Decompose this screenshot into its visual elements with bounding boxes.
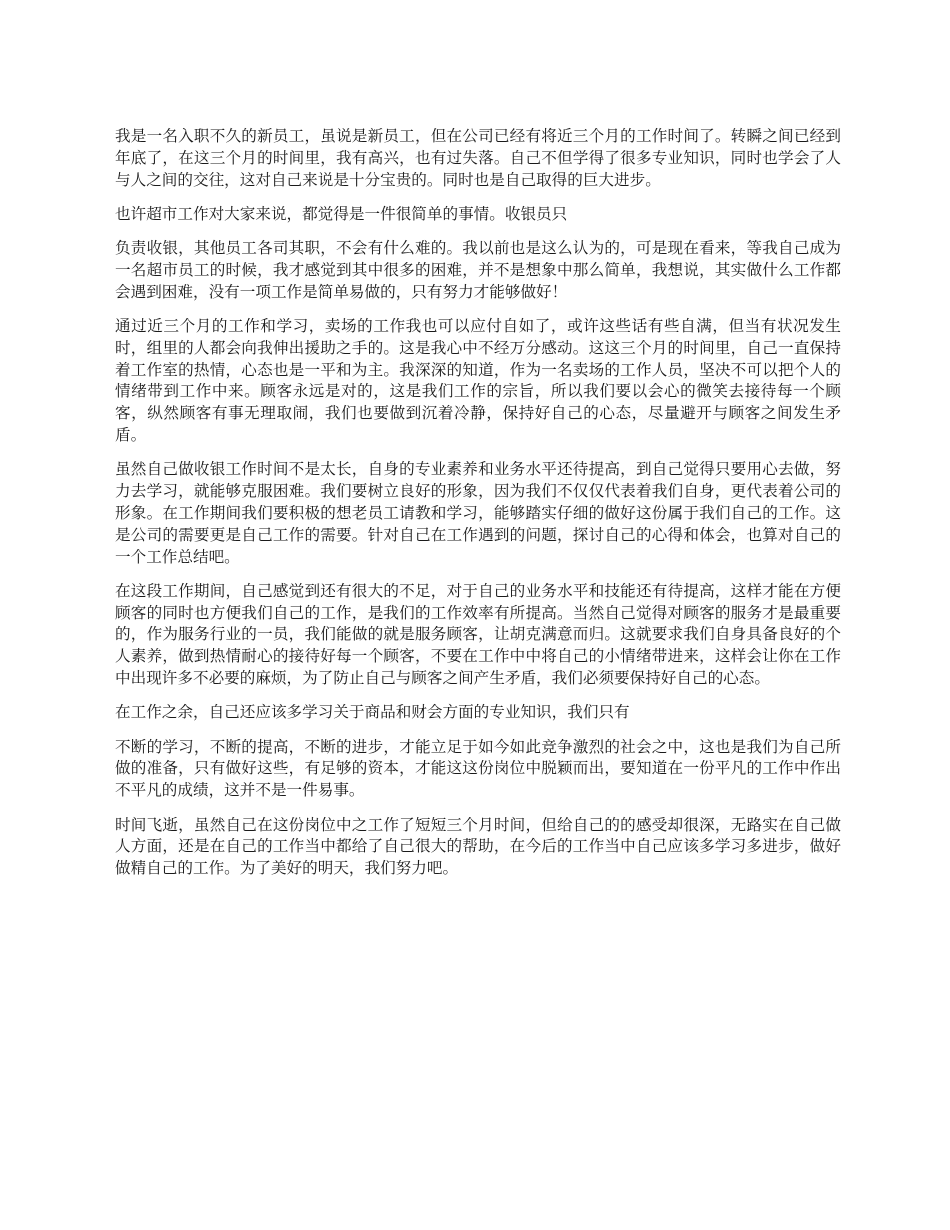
- paragraph-9: 时间飞逝，虽然自己在这份岗位中之工作了短短三个月时间，但给自己的的感受却很深，无路实在自己做人方面，还是在自己的工作当中都给了自己很大的帮助，在今后的工作当中自己应该多学习多进步，做好做精自己的工作。为了美好的明天，我们努力吧。: [115, 815, 841, 878]
- paragraph-5: 虽然自己做收银工作时间不是太长，自身的专业素养和业务水平还待提高，到自己觉得只要用心去做，努力去学习，就能够克服困难。我们要树立良好的形象，因为我们不仅仅代表着我们自身，更代表着公司的形象。在工作期间我们要积极的想老员工请教和学习，能够踏实仔细的做好这份属于我们自己的工作。这是公司的需要更是自己工作的需要。针对自己在工作遇到的问题，探讨自己的心得和体会，也算对自己的一个工作总结吧。: [115, 460, 841, 566]
- paragraph-3: 负责收银，其他员工各司其职，不会有什么难的。我以前也是这么认为的，可是现在看来，等我自己成为一名超市员工的时候，我才感觉到其中很多的困难，并不是想象中那么简单，我想说，其实做什么工作都会遇到困难，没有一项工作是简单易做的，只有努力才能够做好！: [115, 239, 841, 301]
- document-body: [115, 126, 841, 892]
- paragraph-7: 在工作之余，自己还应该多学习关于商品和财会方面的专业知识，我们只有: [115, 703, 630, 722]
- paragraph-6: 在这段工作期间，自己感觉到还有很大的不足，对于自己的业务水平和技能还有待提高，这样才能在方便顾客的同时也方便我们自己的工作，是我们的工作效率有所提高。当然自己觉得对顾客的服务才是最重要的，作为服务行业的一员，我们能做的就是服务顾客，让胡克满意而归。这就要求我们自身具备良好的个人素养，做到热情耐心的接待好每一个顾客，不要在工作中中将自己的小情绪带进来，这样会让你在工作中出现许多不必要的麻烦，为了防止自己与顾客之间产生矛盾，我们必须要保持好自己的心态。: [115, 581, 841, 688]
- paragraph-8: 不断的学习，不断的提高，不断的进步，才能立足于如今如此竞争激烈的社会之中，这也是我们为自己所做的准备，只有做好这些，有足够的资本，才能这这份岗位中脱颖而出，要知道在一份平凡的工作中作出不平凡的成绩，这并不是一件易事。: [115, 737, 841, 800]
- paragraph-4: 通过近三个月的工作和学习，卖场的工作我也可以应付自如了，或许这些话有些自满，但当有状况发生时，组里的人都会向我伸出援助之手的。这是我心中不经万分感动。这这三个月的时间里，自己一直保持着工作室的热情，心态也是一平和为主。我深深的知道，作为一名卖场的工作人员，坚决不可以把个人的情绪带到工作中来。顾客永远是对的，这是我们工作的宗旨，所以我们要以会心的微笑去接待每一个顾客，纵然顾客有事无理取闹，我们也要做到沉着冷静，保持好自己的心态，尽量避开与顾客之间发生矛盾。: [115, 317, 841, 445]
- paragraph-1: 我是一名入职不久的新员工，虽说是新员工，但在公司已经有将近三个月的工作时间了。转瞬之间已经到年底了，在这三个月的时间里，我有高兴，也有过失落。自己不但学得了很多专业知识，同时也学会了人与人之间的交往，这对自己来说是十分宝贵的。同时也是自己取得的巨大进步。: [115, 127, 841, 189]
- paragraph-2: 也许超市工作对大家来说，都觉得是一件很简单的事情。收银员只: [115, 204, 568, 223]
